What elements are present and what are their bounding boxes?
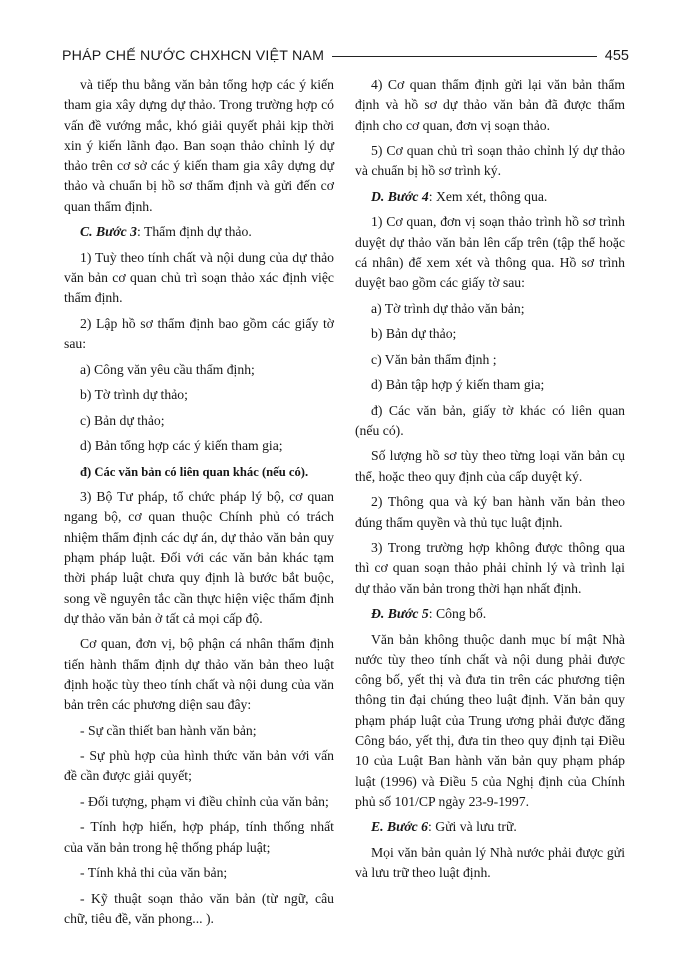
paragraph: 1) Cơ quan, đơn vị soạn thảo trình hồ sơ trình duyệt dự thảo văn bản lên cấp trên (tập thể hoặc cá nhân) để xem xét và thông qua. Hồ sơ trình duyệt bao gồm các giấy tờ sau: (355, 214, 625, 291)
section-heading-label: C. Bước 3 (80, 224, 137, 240)
paragraph: 2) Lập hồ sơ thẩm định bao gồm các giấy tờ sau: (64, 315, 334, 352)
paragraph: a) Tờ trình dự thảo văn bản; (371, 300, 525, 316)
paragraph: Số lượng hồ sơ tùy theo từng loại văn bản cụ thể, hoặc theo quy định của cấp duyệt ký. (355, 448, 625, 484)
section-heading (64, 222, 334, 242)
header-rule (332, 56, 597, 57)
paragraph: - Đối tượng, phạm vi điều chỉnh của văn bản; (80, 793, 329, 809)
paragraph: b) Tờ trình dự thảo; (80, 387, 188, 403)
paragraph: a) Công văn yêu cầu thẩm định; (80, 361, 255, 377)
left-column (64, 75, 334, 934)
section-heading-title: : Xem xét, thông qua. (428, 188, 548, 204)
section-heading-label: Đ. Bước 5 (371, 606, 429, 622)
section-heading-title: : Thẩm định dự thảo. (137, 224, 252, 240)
section-heading-label: E. Bước 6 (371, 819, 428, 835)
paragraph: - Sự phù hợp của hình thức văn bản với vấn đề cần được giải quyết; (64, 748, 334, 784)
paragraph: b) Bản dự thảo; (371, 326, 457, 342)
paragraph: - Tính khả thi của văn bản; (80, 865, 228, 881)
section-heading-label: D. Bước 4 (371, 188, 429, 204)
section-heading (355, 817, 625, 837)
paragraph: 3) Trong trường hợp không được thông qua thì cơ quan soạn thảo phải chỉnh lý và trình lại dự thảo văn bản trong thời hạn nhất định. (355, 540, 625, 596)
paragraph: d) Bản tập hợp ý kiến tham gia; (371, 377, 545, 393)
paragraph: Mọi văn bản quản lý Nhà nước phải được gửi và lưu trữ theo luật định. (355, 844, 625, 881)
section-heading (355, 604, 625, 624)
paragraph: c) Bản dự thảo; (80, 412, 165, 428)
paragraph: - Tính hợp hiến, hợp pháp, tính thống nhất của văn bản trong hệ thống pháp luật; (64, 819, 334, 855)
paragraph: 5) Cơ quan chủ trì soạn thảo chỉnh lý dự thảo và chuẩn bị hồ sơ trình ký. (355, 143, 625, 179)
running-header (62, 44, 629, 68)
section-heading (355, 187, 625, 207)
paragraph: - Sự cần thiết ban hành văn bản; (80, 722, 257, 738)
section-heading-title: : Gửi và lưu trữ. (428, 819, 517, 835)
paragraph: 1) Tuỳ theo tính chất và nội dung của dự thảo văn bản cơ quan chủ trì soạn thảo xác định việc thẩm định. (64, 249, 334, 306)
right-column (355, 75, 625, 889)
paragraph: Cơ quan, đơn vị, bộ phận cá nhân thẩm định tiến hành thẩm định dự thảo văn bản theo luật định hoặc tùy theo tính chất và nội dung của văn bản trên các phương diện sau đây: (64, 636, 334, 713)
paragraph: d) Bản tổng hợp các ý kiến tham gia; (80, 438, 283, 454)
list-item: đ) Các văn bản có liên quan khác (nếu có). (80, 464, 309, 479)
paragraph: Văn bản không thuộc danh mục bí mật Nhà nước tùy theo tính chất và nội dung phải được công bố, yết thị và đưa tin trên các phương tiện thông tin đại chúng theo luật định. Văn bản quy phạm pháp luật của Trung ương phải được đăng Công báo, yết thị, đưa tin theo quy định tại Điều 10 của Luật Ban hành văn bản quy phạm pháp luật (1996) và Điều 5 của Nghị định của Chính phủ số 101/CP ngày 23-9-1997. (355, 631, 625, 809)
paragraph: c) Văn bản thẩm định ; (371, 351, 497, 367)
section-heading-title: : Công bố. (428, 606, 487, 622)
running-header-title: PHÁP CHẾ NƯỚC CHXHCN VIỆT NAM (62, 48, 325, 64)
paragraph: và tiếp thu bằng văn bản tổng hợp các ý kiến tham gia xây dựng dự thảo. Trong trường hợp có vấn đề vướng mắc, khó giải quyết phải kịp thời xin ý kiến lãnh đạo. Ban soạn thảo chỉnh lý dự thảo trên cơ sở các ý kiến tham gia xây dựng dự thảo và chuẩn bị hồ sơ thẩm định và gửi đến cơ quan thẩm định. (64, 77, 334, 214)
paragraph: 4) Cơ quan thẩm định gửi lại văn bản thẩm định và hồ sơ dự thảo văn bản đã được thẩm định cho cơ quan, đơn vị soạn thảo. (355, 77, 625, 133)
paragraph: 3) Bộ Tư pháp, tổ chức pháp lý bộ, cơ quan ngang bộ, cơ quan thuộc Chính phủ có trách nhiệm thẩm định các dự án, dự thảo văn bản quy phạm pháp luật. Đối với các văn bản khác tạm thời pháp luật chưa quy định là bước bắt buộc, song về nguyên tắc cần thực hiện việc thẩm định dự thảo văn bản ở tất cả mọi cấp độ. (64, 489, 334, 626)
page-number: 455 (604, 48, 629, 64)
paragraph: đ) Các văn bản, giấy tờ khác có liên quan (nếu có). (355, 402, 625, 438)
paragraph: 2) Thông qua và ký ban hành văn bản theo đúng thẩm quyền và thủ tục luật định. (355, 494, 625, 530)
paragraph: - Kỹ thuật soạn thảo văn bản (từ ngữ, câu chữ, tiêu đề, văn phong... ). (64, 890, 334, 926)
